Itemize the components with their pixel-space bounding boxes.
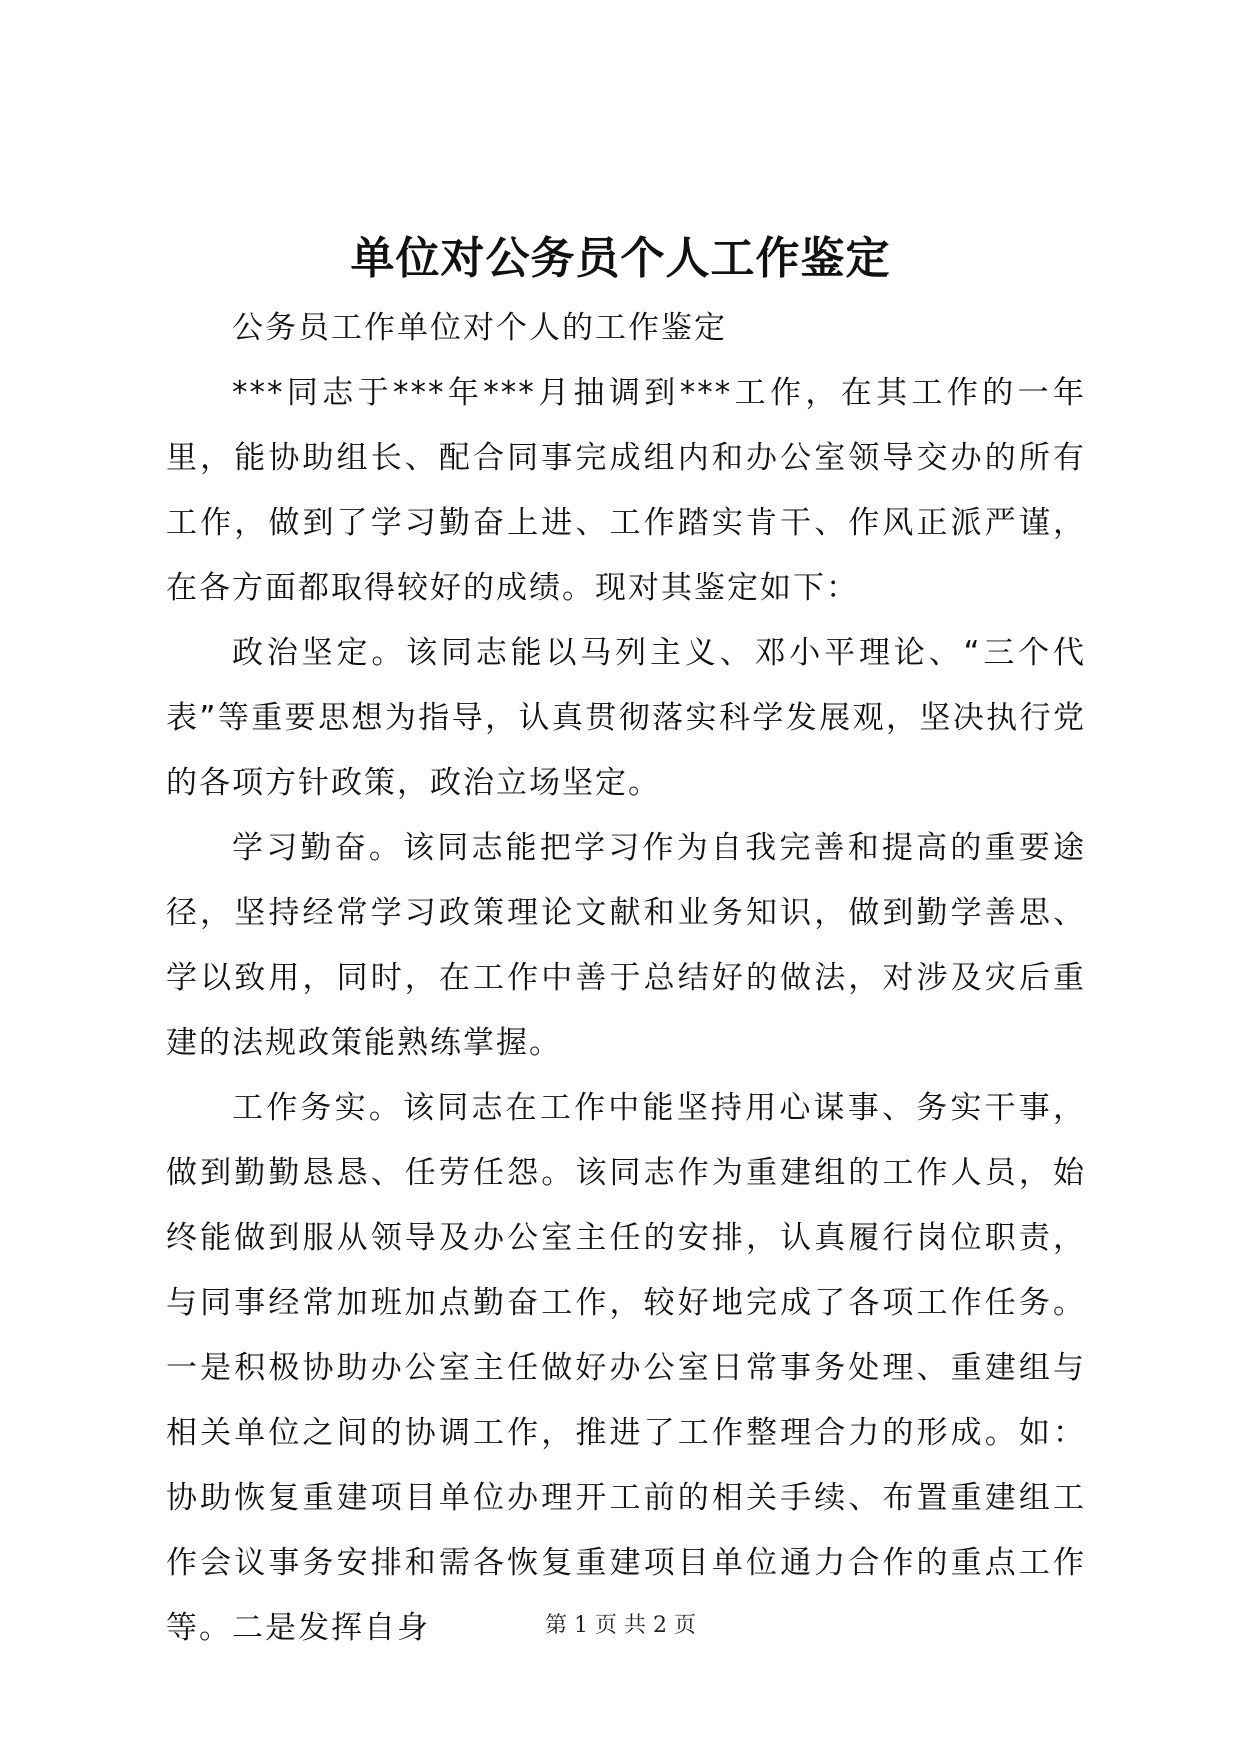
document-title: 单位对公务员个人工作鉴定 [350,233,891,284]
page-number-footer: 第 1 页 共 2 页 [545,1613,696,1638]
work-paragraph: 工作务实。该同志在工作中能坚持用心谋事、务实干事，做到勤勤恳恳、任劳任怨。该同志作为重建组的工作人员，始终能做到服从领导及办公室主任的安排，认真履行岗位职责，与同事经常加班加点勤奋工作，较好地完成了各项工作任务。一是积极协助办公室主任做好办公室日常事务处理、重建组与相关单位之间的协调工作，推进了工作整理合力的形成。如：协助恢复重建项目单位办理开工前的相关手续、布置重建组工作会议事务安排和需各恢复重建项目单位通力合作的重点工作等。二是发挥自身 [166,1090,1086,1646]
intro-paragraph: ***同志于***年***月抽调到***工作，在其工作的一年里，能协助组长、配合同事完成组内和办公室领导交办的所有工作，做到了学习勤奋上进、工作踏实肯干、作风正派严谨，在各方面都取得较好的成绩。现对其鉴定如下： [166,375,1086,606]
document-body [166,296,1086,1661]
politics-paragraph: 政治坚定。该同志能以马列主义、邓小平理论、“三个代表”等重要思想为指导，认真贯彻落实科学发展观，坚决执行党的各项方针政策，政治立场坚定。 [166,635,1086,801]
subtitle-paragraph: 公务员工作单位对个人的工作鉴定 [232,310,727,346]
study-paragraph: 学习勤奋。该同志能把学习作为自我完善和提高的重要途径，坚持经常学习政策理论文献和业务知识，做到勤学善思、学以致用，同时，在工作中善于总结好的做法，对涉及灾后重建的法规政策能熟练掌握。 [166,830,1086,1061]
